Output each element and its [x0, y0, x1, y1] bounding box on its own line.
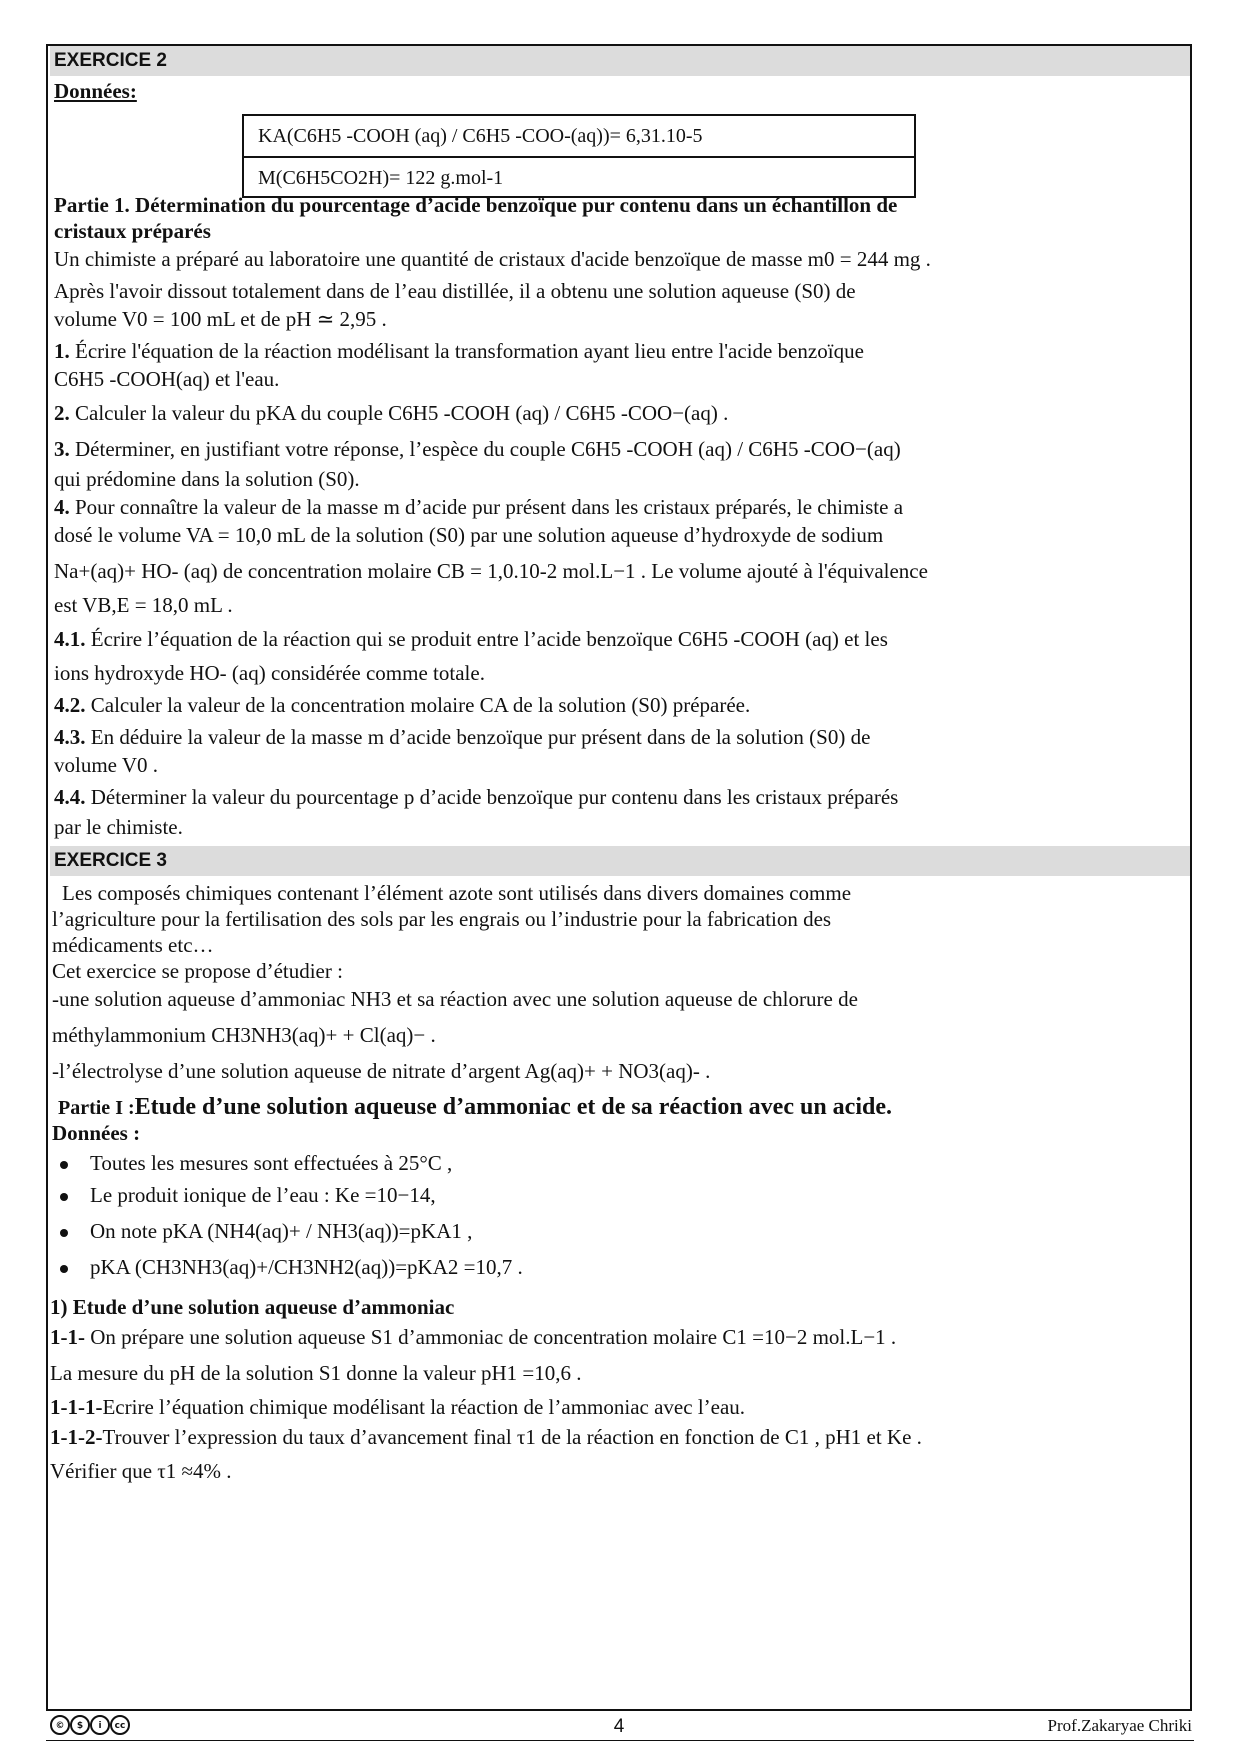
ex3-intro-line: Cet exercice se propose d’étudier :	[52, 959, 343, 983]
question-text: On prépare une solution aqueuse S1 d’ammoniac de concentration molaire C1 =10−2 mol.L−1 .	[90, 1325, 897, 1349]
page-footer	[46, 1712, 1192, 1742]
question-1-1-2	[50, 1424, 1178, 1450]
question-text: Calculer la valeur du pKA du couple C6H5 -COOH (aq) / C6H5 -COO−(aq) .	[75, 401, 729, 425]
ex3-intro-line: -une solution aqueuse d’ammoniac NH3 et sa réaction avec une solution aqueuse de chlorure de	[52, 987, 858, 1011]
partie-I-label: Partie I :	[58, 1097, 135, 1119]
ex3-intro-line: médicaments etc…	[52, 933, 214, 957]
question-text: Ecrire l’équation chimique modélisant la réaction de l’ammoniac avec l’eau.	[102, 1395, 746, 1419]
bullet-item	[60, 1218, 1178, 1244]
question-text: Déterminer, en justifiant votre réponse, l’espèce du couple C6H5 -COOH (aq) / C6H5 -COO−(aq)	[75, 437, 901, 461]
bullet-item	[60, 1182, 1178, 1208]
ex2-paragraph-line: Après l'avoir dissout totalement dans de l’eau distillée, il a obtenu une solution aqueuse (S0) de	[54, 279, 856, 303]
question-1-1	[50, 1324, 1178, 1350]
bullet-text: pKA (CH3NH3(aq)+/CH3NH2(aq))=pKA2 =10,7 .	[90, 1255, 523, 1279]
question-text: Pour connaître la valeur de la masse m d’acide pur présent dans les cristaux préparés, le chimiste a	[75, 495, 904, 519]
question-text: En déduire la valeur de la masse m d’acide benzoïque pur présent dans de la solution (S0) de	[90, 725, 871, 749]
svg-text:©: ©	[55, 1721, 65, 1731]
ex2-paragraph-line: dosé le volume VA = 10,0 mL de la solution (S0) par une solution aqueuse d’hydroxyde de sodium	[54, 523, 884, 547]
question-4-3	[54, 724, 1178, 750]
question-number: 4.3.	[54, 725, 86, 749]
ex3-intro-line: méthylammonium CH3NH3(aq)+ + Cl(aq)− .	[52, 1023, 436, 1047]
ex2-paragraph-line: ions hydroxyde HO- (aq) considérée comme totale.	[54, 661, 485, 685]
svg-text:cc: cc	[114, 1721, 126, 1731]
question-4-1	[54, 626, 1178, 652]
page-number: 4	[613, 1716, 625, 1737]
bullet-text: On note pKA (NH4(aq)+ / NH3(aq))=pKA1 ,	[90, 1219, 473, 1243]
ex2-paragraph-line: est VB,E = 18,0 mL .	[54, 593, 233, 617]
partie-I-heading: Etude d’une solution aqueuse d’ammoniac et de sa réaction avec un acide.	[134, 1094, 892, 1120]
ex2-paragraph-line: C6H5 -COOH(aq) et l'eau.	[54, 367, 280, 391]
bullet-item	[60, 1254, 1178, 1280]
partie1-title-line1: Partie 1. Détermination du pourcentage d’acide benzoïque pur contenu dans un échantillon de	[54, 193, 898, 217]
partie-I-title	[58, 1094, 1178, 1121]
donnees-label-ex2: Données:	[54, 79, 137, 103]
ex2-paragraph-line: qui prédomine dans la solution (S0).	[54, 467, 360, 491]
question-4	[54, 494, 1178, 520]
ex3-intro-line: l’agriculture pour la fertilisation des sols par les engrais ou l’industrie pour la fabrication des	[52, 907, 832, 931]
data-table-row-ka: KA(C6H5 -COOH (aq) / C6H5 -COO-(aq))= 6,31.10-5	[258, 125, 703, 147]
ex2-paragraph-line: Un chimiste a préparé au laboratoire une quantité de cristaux d'acide benzoïque de masse m0 = 244 mg .	[54, 247, 931, 271]
bullet-text: Le produit ionique de l’eau : Ke =10−14,	[90, 1183, 436, 1207]
section-1-title: 1) Etude d’une solution aqueuse d’ammoniac	[50, 1295, 455, 1319]
question-number: 2.	[54, 401, 70, 425]
bullet-text: Toutes les mesures sont effectuées à 25°C ,	[90, 1151, 453, 1175]
data-table	[242, 114, 916, 198]
ex2-paragraph-line: volume V0 .	[54, 753, 159, 777]
question-3	[54, 436, 1178, 462]
partie1-title-line2: cristaux préparés	[54, 219, 211, 243]
ex2-paragraph-line: par le chimiste.	[54, 815, 183, 839]
svg-text:$: $	[76, 1721, 84, 1731]
bullet-icon	[60, 1265, 68, 1273]
question-1-1-1	[50, 1394, 1178, 1420]
bullet-item	[60, 1150, 1178, 1176]
question-1	[54, 338, 1178, 364]
ex3-paragraph-line: La mesure du pH de la solution S1 donne la valeur pH1 =10,6 .	[50, 1361, 582, 1385]
question-number: 1-1-	[50, 1325, 85, 1349]
question-number: 4.1.	[54, 627, 86, 651]
page-frame	[46, 44, 1192, 1711]
bullet-icon	[60, 1193, 68, 1201]
question-text: Écrire l'équation de la réaction modélisant la transformation ayant lieu entre l'acide benzoïque	[75, 339, 864, 363]
bullet-icon	[60, 1229, 68, 1237]
question-number: 3.	[54, 437, 70, 461]
question-text: Écrire l’équation de la réaction qui se produit entre l’acide benzoïque C6H5 -COOH (aq) et les	[90, 627, 888, 651]
question-4-4	[54, 784, 1178, 810]
footer-divider	[46, 1740, 1194, 1741]
question-4-2	[54, 692, 1178, 718]
ex3-intro-line: Les composés chimiques contenant l’élément azote sont utilisés dans divers domaines comme	[62, 881, 852, 905]
ex3-paragraph-line: Vérifier que τ1 ≈4% .	[50, 1459, 232, 1483]
question-number: 1-1-1-	[50, 1395, 103, 1419]
donnees-label-ex3: Données :	[52, 1121, 141, 1145]
ex3-intro-line: -l’électrolyse d’une solution aqueuse de nitrate d’argent Ag(aq)+ + NO3(aq)- .	[52, 1059, 711, 1083]
question-number: 4.4.	[54, 785, 86, 809]
question-number: 1-1-2-	[50, 1425, 103, 1449]
question-number: 4.	[54, 495, 70, 519]
exercise-2-header: EXERCICE 2	[50, 46, 1190, 76]
bullet-icon	[60, 1161, 68, 1169]
question-number: 1.	[54, 339, 70, 363]
ex2-paragraph-line: Na+(aq)+ HO- (aq) de concentration molaire CB = 1,0.10-2 mol.L−1 . Le volume ajouté à l'équivalence	[54, 559, 928, 583]
author-name: Prof.Zakaryae Chriki	[1047, 1716, 1192, 1735]
question-number: 4.2.	[54, 693, 86, 717]
data-table-row-molar-mass: M(C6H5CO2H)= 122 g.mol-1	[244, 156, 914, 198]
svg-text:i: i	[98, 1721, 102, 1731]
question-text: Trouver l’expression du taux d’avancement final τ1 de la réaction en fonction de C1 , pH1 et Ke .	[102, 1425, 922, 1449]
question-2	[54, 400, 1178, 426]
question-text: Calculer la valeur de la concentration molaire CA de la solution (S0) préparée.	[90, 693, 751, 717]
exercise-3-header: EXERCICE 3	[50, 846, 1190, 876]
ex2-paragraph-line: volume V0 = 100 mL et de pH ≃ 2,95 .	[54, 307, 387, 331]
question-text: Déterminer la valeur du pourcentage p d’acide benzoïque pur contenu dans les cristaux préparés	[90, 785, 899, 809]
